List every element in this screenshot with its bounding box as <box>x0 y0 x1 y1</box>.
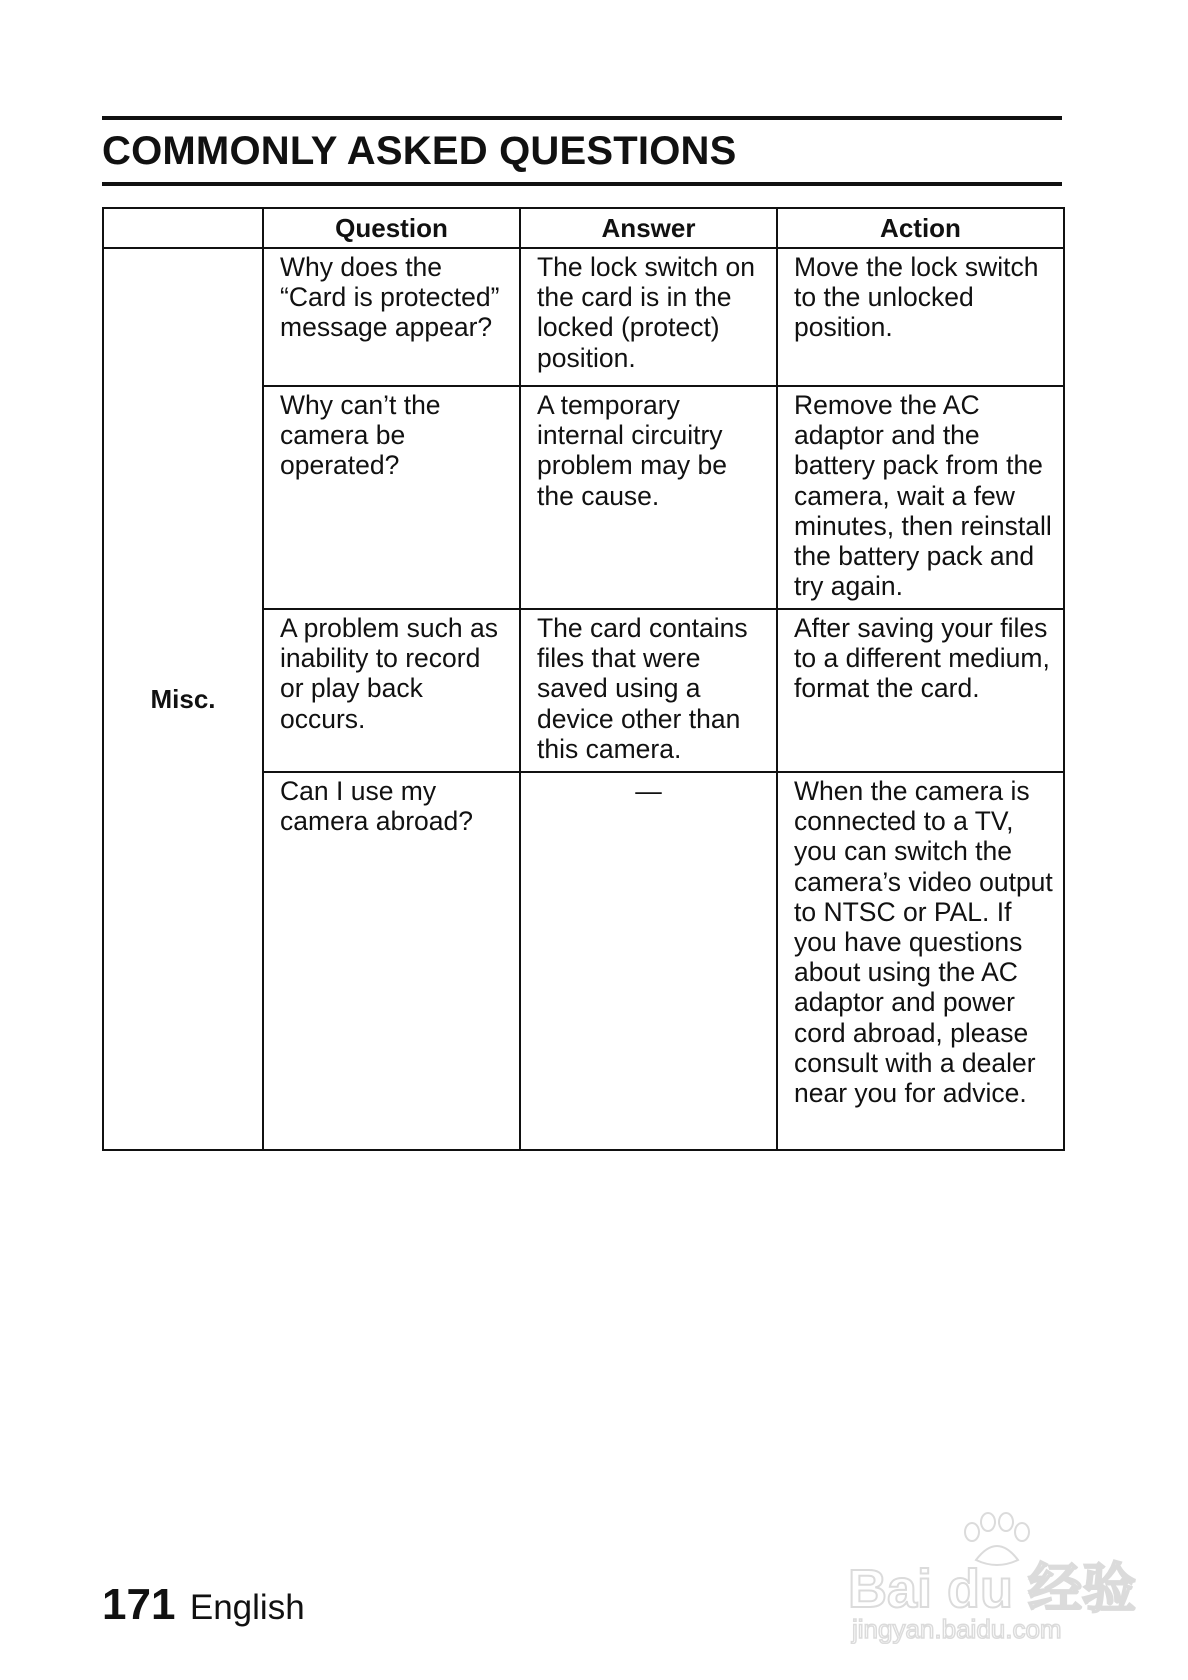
page-number: 171 <box>102 1580 176 1629</box>
watermark-url: jingyan.baidu.com <box>852 1614 1062 1644</box>
question-cell: Why can’t the camera be operated? <box>263 386 520 609</box>
header-question: Question <box>263 208 520 248</box>
action-cell: After saving your files to a different medium, format the card. <box>777 609 1064 772</box>
header-answer: Answer <box>520 208 777 248</box>
question-cell: Why does the “Card is protected” message appear? <box>263 248 520 386</box>
page-title: COMMONLY ASKED QUESTIONS <box>102 129 737 173</box>
answer-cell: A temporary internal circuitry problem may be the cause. <box>520 386 777 609</box>
header-action: Action <box>777 208 1064 248</box>
title-rule-top <box>102 116 1062 120</box>
answer-cell: — <box>520 772 777 1150</box>
watermark-brand: Bai du 经验 <box>848 1559 1137 1619</box>
page-language: English <box>189 1588 305 1627</box>
answer-cell: The lock switch on the card is in the locked (protect) position. <box>520 248 777 386</box>
title-rule-bottom <box>102 182 1062 186</box>
category-misc: Misc. <box>103 248 263 1150</box>
question-cell: Can I use my camera abroad? <box>263 772 520 1150</box>
page-footer <box>102 1580 305 1630</box>
baidu-watermark <box>848 1510 1137 1650</box>
table-header-row <box>103 208 1064 248</box>
faq-table <box>102 207 1065 1151</box>
table-row <box>103 248 1064 386</box>
question-cell: A problem such as inability to record or play back occurs. <box>263 609 520 772</box>
action-cell: Remove the AC adaptor and the battery pack from the camera, wait a few minutes, then reinstall the battery pack and try again. <box>777 386 1064 609</box>
action-cell: When the camera is connected to a TV, you can switch the camera’s video output to NTSC or PAL. If you have questions about using the AC adaptor and power cord abroad, please consult with a dealer near you for advice. <box>777 772 1064 1150</box>
action-cell: Move the lock switch to the unlocked position. <box>777 248 1064 386</box>
answer-cell: The card contains files that were saved using a device other than this camera. <box>520 609 777 772</box>
header-category <box>103 208 263 248</box>
